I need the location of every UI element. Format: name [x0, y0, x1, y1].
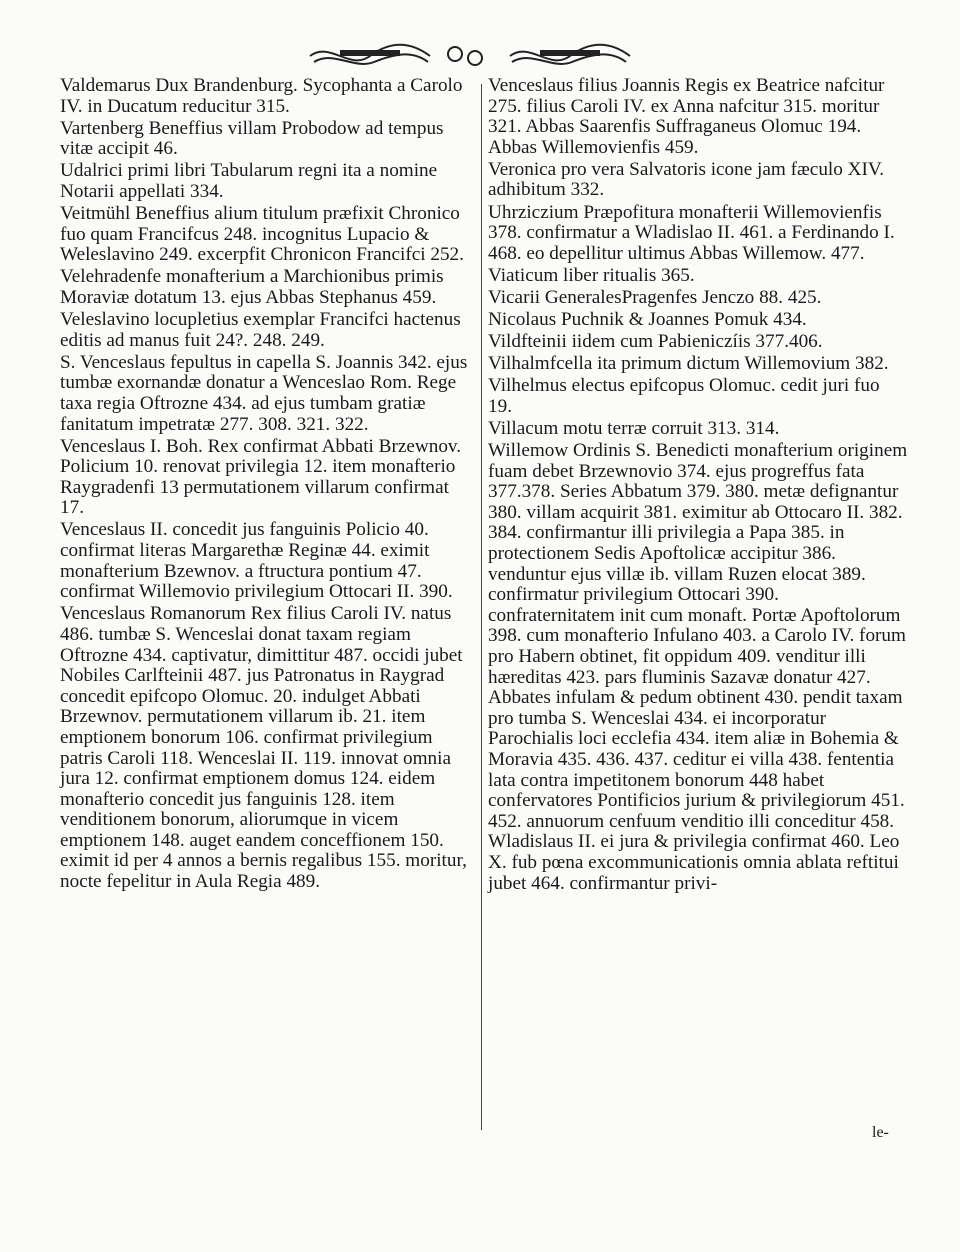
index-entry: Viaticum liber ritualis 365. — [488, 264, 695, 286]
index-entry: Vilhelmus electus epifcopus Olomuc. cedit juri fuo 19. — [488, 375, 880, 417]
index-entry: Vicarii GeneralesPragenfes Jenczo 88. 425. — [488, 286, 822, 308]
index-entry: S. Venceslaus fepultus in capella S. Joannis 342. ejus tumbæ exornandæ donatur a Wenceslao Rom. Rege taxa regia Oftrozne 434. ad ejus tumbam gratiæ fanitatum impetratæ 277. 308. 321. 322. — [60, 351, 468, 435]
index-entry: Willemow Ordinis S. Benedicti monafterium originem fuam debet Brzewnovio 374. ejus progreffus fata 377.378. Series Abbatum 379. 380. metæ defignantur 380. villam acquirit 381. eximitur ab Ottocaro II. 382. 384. confirmantur illi privilegia a Papa 385. in protectionem Sedis Apoftolicæ accipitur 386. venduntur ejus villæ ib. villam Ruzen elocat 389. confirmatur privilegium Ottocari 390. confraternitatem init cum monaft. Portæ Apoftolorum 398. cum monafterio Infulano 403. a Carolo IV. forum pro Habern obtinet, fit oppidum 409. venditur illi hæreditas 423. pars fluminis Sazavæ donatur 427. Abbates infulam & pedum obtinent 430. pendit taxam pro tumba S. Wenceslai 434. ei incorporatur Parochialis loci ecclefia 434. item aliæ in Bohemia & Moravia 435. 436. 437. ceditur ei villa 438. fententia lata contra impetitonem bonorum 448 habet confervatores Pontificios jurium & privilegiorum 451. 452. annuorum cenfuum venditio illi conceditur 458. Wladislaus II. ei jura & privilegia confirmat 460. Leo X. fub pœna excommunicationis omnia ablata reftitui jubet 464. confirmantur privi- — [488, 440, 908, 894]
left-column — [60, 76, 470, 894]
catchword: le- — [872, 1124, 889, 1141]
index-entry: Vildfteinii iidem cum Pabieniczíis 377.406. — [488, 331, 823, 353]
index-entry: Uhrziczium Præpofitura monafterii Willemovienfis 378. confirmatur a Wladislao II. 461. a Ferdinando I. 468. eo depellitur ultimus Abbas Willemow. 477. — [488, 201, 895, 264]
index-entry: Velehradenfe monafterium a Marchionibus primis Moraviæ dotatum 13. ejus Abbas Stephanus 459. — [60, 266, 444, 308]
index-entry: Nicolaus Puchnik & Joannes Pomuk 434. — [488, 309, 807, 331]
index-entry: Udalrici primi libri Tabularum regni ita a nomine Notarii appellati 334. — [60, 160, 438, 202]
index-entry: Villacum motu terræ corruit 313. 314. — [488, 418, 780, 439]
right-column — [488, 76, 908, 896]
index-entry: Venceslaus II. concedit jus fanguinis Policio 40. confirmat literas Margarethæ Reginæ 44. eximit monafterium Bzewnov. a ftructura pontium 47. confirmat Willemovio privilegium Ottocari II. 390. — [60, 519, 453, 603]
index-entry: Venceslaus Romanorum Rex filius Caroli IV. natus 486. tumbæ S. Wenceslai donat taxam regiam Oftrozne 434. captivatur, dimittitur 487. occidi jubet Nobiles Carlfteinii 487. jus Patronatus in Raygrad concedit epifcopo Olomuc. 20. indulget Abbati Brzewnov. permutationem villarum ib. 21. item emptionem bonorum 106. confirmat privilegium patris Caroli 118. Wenceslai II. 119. innovat omnia jura 12. confirmat emptionem domus 124. eidem monafterio concedit jus fanguinis 128. item venditionem bonorum, aliorumque in vicem emptionem 148. auget eandem conceffionem 150. eximit id per 4 annos a bernis regalibus 155. moritur, nocte fepelitur in Aula Regia 489. — [60, 603, 467, 893]
index-entry: Venceslaus I. Boh. Rex confirmat Abbati Brzewnov. Policium 10. renovat privilegia 12. item monafterio Raygradenfi 13 permutationem villarum confirmat 17. — [60, 435, 462, 519]
index-entry: Veitmühl Beneffius alium titulum præfixit Chronico fuo quam Francifcus 248. incognitus Lupacio & Weleslavino 249. excerpfit Chronicon Francifci 252. — [60, 203, 464, 266]
index-entry: Vartenberg Beneffius villam Probodow ad tempus vitæ accipit 46. — [60, 117, 444, 160]
header-ornament — [300, 36, 640, 76]
index-entry: Vilhalmfcella ita primum dictum Willemovium 382. — [488, 353, 889, 375]
index-entry: Veleslavino locupletius exemplar Francifci hactenus editis ad manus fuit 24?. 248. 249. — [60, 309, 461, 351]
index-entry: Valdemarus Dux Brandenburg. Sycophanta a Carolo IV. in Ducatum reducitur 315. — [60, 75, 463, 117]
index-entry: Venceslaus filius Joannis Regis ex Beatrice nafcitur 275. filius Caroli IV. ex Anna nafcitur 315. moritur 321. Abbas Saarenfis Suffraganeus Olomuc 194. Abbas Willemovienfis 459. — [488, 75, 885, 158]
column-divider — [481, 84, 482, 1130]
index-entry: Veronica pro vera Salvatoris icone jam fæculo XIV. adhibitum 332. — [488, 158, 885, 201]
